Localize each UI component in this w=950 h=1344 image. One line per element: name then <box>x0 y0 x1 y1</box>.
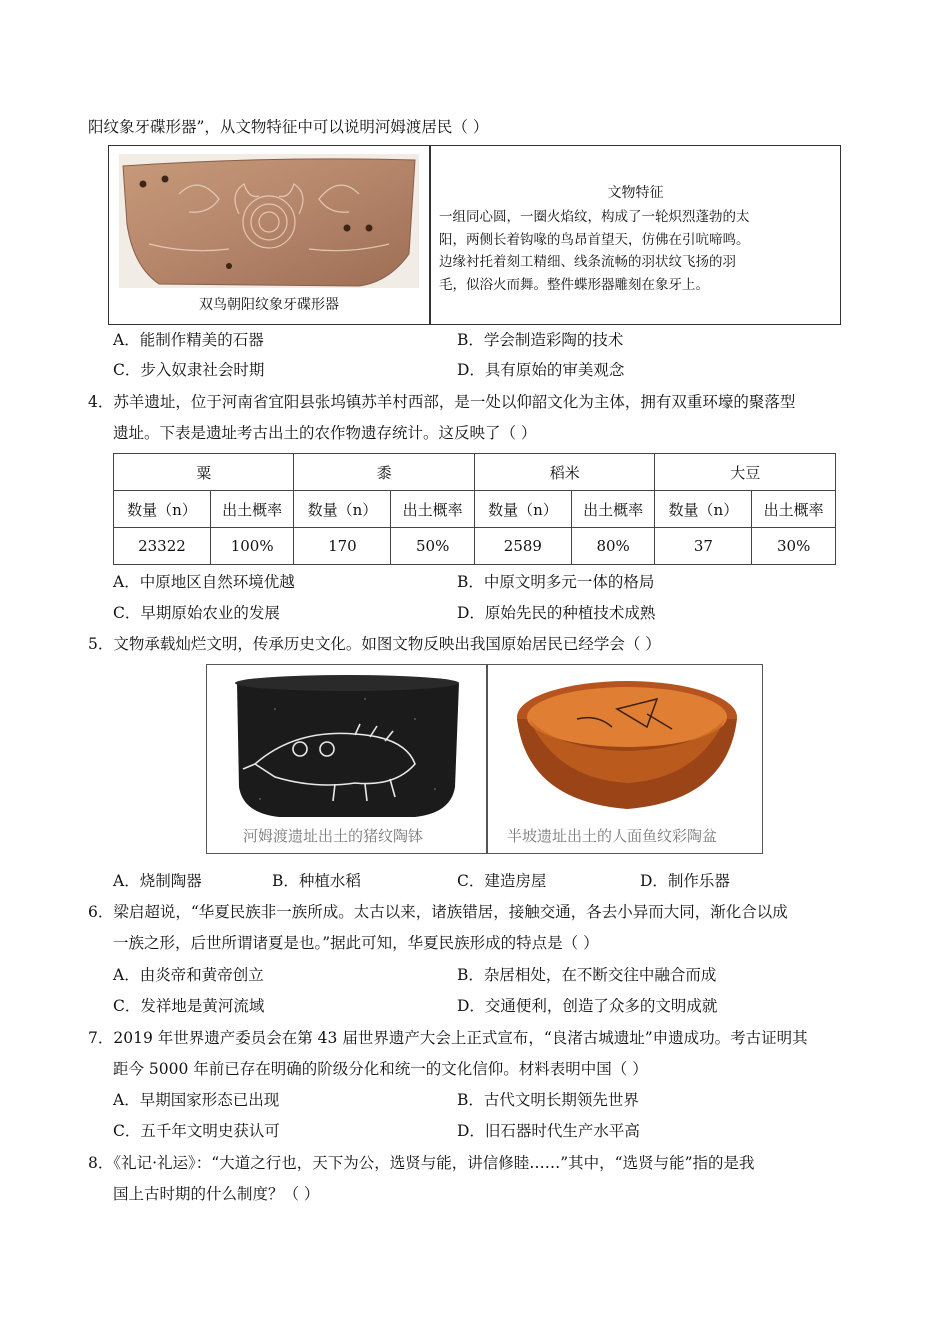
q5-option-b[interactable]: B．种植水稻 <box>272 872 361 890</box>
qty-cell: 2589 <box>474 528 571 565</box>
q3-option-c[interactable]: C．步入奴隶社会时期 <box>113 361 265 379</box>
q4-stem-line-2: 遗址。下表是遗址考古出土的农作物遗存统计。这反映了（ ） <box>113 424 537 442</box>
qty-header: 数量（n） <box>474 491 571 528</box>
q7-option-a[interactable]: A．早期国家形态已出现 <box>113 1091 280 1109</box>
crop-header: 大豆 <box>655 454 836 491</box>
feature-line: 毛，似浴火而舞。整件蝶形器雕刻在象牙上。 <box>439 276 709 293</box>
qty-cell: 37 <box>655 528 752 565</box>
q5-stem: 5．文物承载灿烂文明，传承历史文化。如图文物反映出我国原始居民已经学会（ ） <box>88 635 661 653</box>
table-header-row <box>114 454 836 491</box>
feature-text <box>439 206 834 296</box>
q5-option-a[interactable]: A．烧制陶器 <box>113 872 202 890</box>
q7-option-c[interactable]: C．五千年文明史获认可 <box>113 1122 280 1140</box>
q3-figure <box>108 145 841 325</box>
qty-cell: 170 <box>294 528 391 565</box>
q7-option-d[interactable]: D．旧石器时代生产水平高 <box>457 1122 640 1140</box>
qty-header: 数量（n） <box>114 491 211 528</box>
q5-right-caption: 半坡遗址出土的人面鱼纹彩陶盆 <box>507 827 718 845</box>
q4-option-b[interactable]: B．中原文明多元一体的格局 <box>457 573 655 591</box>
q3-artifact-caption: 双鸟朝阳纹象牙碟形器 <box>199 297 339 313</box>
qty-header: 数量（n） <box>655 491 752 528</box>
q4-stem-line-1: 4．苏羊遗址，位于河南省宜阳县张坞镇苏羊村西部，是一处以仰韶文化为主体，拥有双重环壕的聚落型 <box>88 393 796 411</box>
q6-stem-line-2: 一族之形，后世所谓诸夏是也。”据此可知，华夏民族形成的特点是（ ） <box>113 934 599 952</box>
feature-line: 一组同心圆，一圈火焰纹，构成了一轮炽烈蓬勃的太 <box>439 209 750 225</box>
feature-line: 边缘衬托着刻工精细、线条流畅的羽状纹飞扬的羽 <box>439 254 736 270</box>
q7-stem-line-1: 7．2019 年世界遗产委员会在第 43 届世界遗产大会上正式宣布，“良渚古城遗址”申遗成功。考古证明其 <box>88 1029 808 1047</box>
q5-option-d[interactable]: D．制作乐器 <box>640 872 730 890</box>
feature-line: 阳，两侧长着钩喙的鸟昂首望天，仿佛在引吭啼鸣。 <box>439 231 750 248</box>
q7-option-b[interactable]: B．古代文明长期领先世界 <box>457 1091 639 1109</box>
crop-header: 黍 <box>294 454 474 491</box>
prob-header: 出土概率 <box>210 491 294 528</box>
prob-cell: 30% <box>752 528 836 565</box>
q3-option-d[interactable]: D．具有原始的审美观念 <box>457 361 625 379</box>
q4-option-d[interactable]: D．原始先民的种植技术成熟 <box>457 604 656 622</box>
q6-option-c[interactable]: C．发祥地是黄河流域 <box>113 997 265 1015</box>
q6-option-a[interactable]: A．由炎帝和黄帝创立 <box>113 966 264 984</box>
q3-option-b[interactable]: B．学会制造彩陶的技术 <box>457 331 624 349</box>
feature-title: 文物特征 <box>607 185 664 201</box>
table-row <box>114 528 836 565</box>
q4-option-c[interactable]: C．早期原始农业的发展 <box>113 604 280 622</box>
q5-option-c[interactable]: C．建造房屋 <box>457 872 547 890</box>
prob-cell: 80% <box>571 528 655 565</box>
q3-stem: 阳纹象牙碟形器”，从文物特征中可以说明河姆渡居民（ ） <box>88 118 489 136</box>
q6-option-d[interactable]: D．交通便利，创造了众多的文明成就 <box>457 997 718 1015</box>
fish-face-painted-basin-image <box>497 669 757 821</box>
table-subheader-row <box>114 491 836 528</box>
q3-option-a[interactable]: A．能制作精美的石器 <box>113 331 264 349</box>
prob-header: 出土概率 <box>752 491 836 528</box>
q5-divider <box>486 665 488 853</box>
pig-pattern-pottery-bowl-image <box>215 669 479 821</box>
crop-header: 粟 <box>114 454 294 491</box>
crop-header: 稻米 <box>474 454 654 491</box>
prob-header: 出土概率 <box>571 491 655 528</box>
q5-left-caption: 河姆渡遗址出土的猪纹陶钵 <box>243 827 424 845</box>
q5-figure <box>206 664 763 854</box>
q6-option-b[interactable]: B．杂居相处，在不断交往中融合而成 <box>457 966 717 984</box>
q8-stem-line-2: 国上古时期的什么制度？（ ） <box>113 1185 320 1203</box>
q7-stem-line-2: 距今 5000 年前已存在明确的阶级分化和统一的文化信仰。材料表明中国（ ） <box>113 1060 648 1078</box>
q6-stem-line-1: 6．梁启超说，“华夏民族非一族所成。太古以来，诸族错居，接触交通，各去小异而大同，渐化合以成 <box>88 903 788 921</box>
q8-stem-line-1: 8．《礼记·礼运》：“大道之行也，天下为公，选贤与能，讲信修睦……”其中，“选贤与能”指的是我 <box>88 1154 755 1172</box>
qty-header: 数量（n） <box>294 491 391 528</box>
crop-remains-table <box>113 453 836 565</box>
ivory-butterfly-artifact-image <box>119 154 419 288</box>
qty-cell: 23322 <box>114 528 211 565</box>
prob-header: 出土概率 <box>391 491 475 528</box>
q4-option-a[interactable]: A．中原地区自然环境优越 <box>113 573 295 591</box>
q3-divider <box>429 146 431 324</box>
prob-cell: 50% <box>391 528 475 565</box>
prob-cell: 100% <box>210 528 294 565</box>
